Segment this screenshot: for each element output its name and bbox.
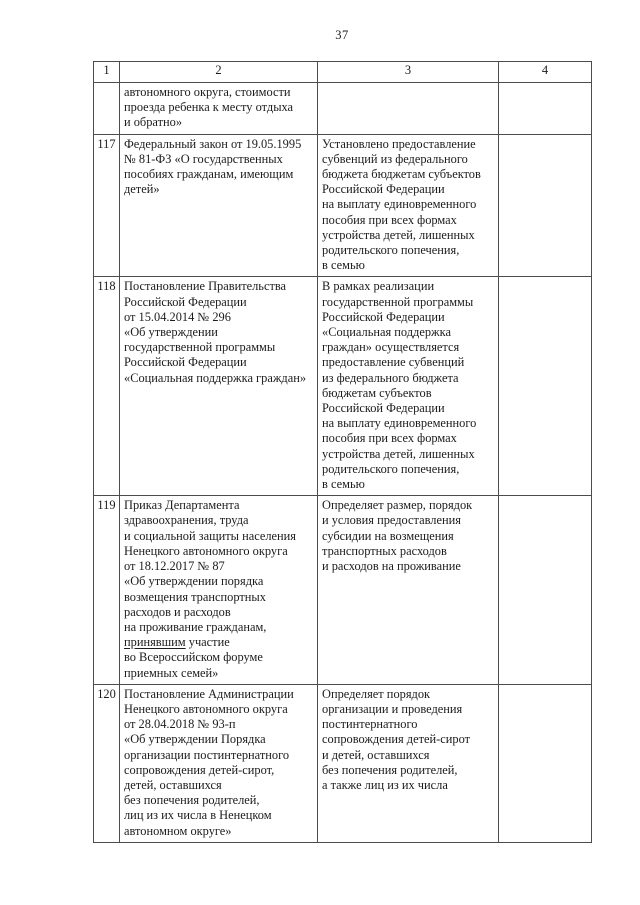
text-line: устройства детей, лишенных bbox=[322, 446, 475, 461]
text-line: Постановление Правительства bbox=[124, 279, 287, 294]
text-line: бюджетам субъектов bbox=[322, 385, 432, 400]
text-line: на выплату единовременного bbox=[322, 197, 477, 212]
table-row bbox=[94, 83, 592, 135]
text-line: граждан» осуществляется bbox=[322, 340, 460, 355]
text-line: государственной программы bbox=[124, 340, 276, 355]
text-line: пособиях гражданам, имеющим bbox=[124, 167, 294, 182]
table-row bbox=[94, 277, 592, 496]
text-line: без попечения родителей, bbox=[322, 762, 458, 777]
text-line: субвенций из федерального bbox=[322, 151, 468, 166]
legal-act-cell bbox=[120, 134, 318, 277]
text-line: возмещения транспортных bbox=[124, 589, 266, 604]
text-line: организации и проведения bbox=[322, 701, 463, 716]
column-header-1: 1 bbox=[94, 62, 120, 83]
text-line: Российской Федерации bbox=[322, 182, 445, 197]
legal-act-cell bbox=[120, 496, 318, 684]
text-line: Приказ Департамента bbox=[124, 498, 240, 513]
text-line: а также лиц из их числа bbox=[322, 777, 448, 792]
text-line: приемных семей» bbox=[124, 665, 219, 680]
text-line: Определяет размер, порядок bbox=[322, 498, 473, 513]
text-line: Российской Федерации bbox=[322, 309, 445, 324]
text-line: от 28.04.2018 № 93-п bbox=[124, 717, 236, 732]
column-header-4: 4 bbox=[499, 62, 592, 83]
text-line: сопровождения детей-сирот, bbox=[124, 762, 275, 777]
text-line: бюджета бюджетам субъектов bbox=[322, 167, 481, 182]
text-line: субсидии на возмещения bbox=[322, 528, 454, 543]
text-line: от 15.04.2014 № 296 bbox=[124, 309, 231, 324]
row-number-cell: 117 bbox=[94, 134, 120, 277]
empty-cell bbox=[499, 684, 592, 842]
text-line: «Об утверждении порядка bbox=[124, 574, 264, 589]
text-line: государственной программы bbox=[322, 294, 474, 309]
text-line: детей, оставшихся bbox=[124, 777, 222, 792]
text-line: и условия предоставления bbox=[322, 513, 461, 528]
text-line: «Социальная поддержка граждан» bbox=[124, 370, 307, 385]
text-line: принявшим участие bbox=[124, 635, 230, 650]
empty-cell bbox=[499, 134, 592, 277]
text-line: проезда ребенка к месту отдыха bbox=[124, 100, 294, 115]
text-line: автономного округа, стоимости bbox=[124, 85, 291, 99]
row-number-cell bbox=[94, 83, 120, 135]
text-line: «Об утверждении Порядка bbox=[124, 732, 266, 747]
row-number-cell: 119 bbox=[94, 496, 120, 684]
legal-acts-table bbox=[93, 61, 592, 843]
text-line: сопровождения детей-сирот bbox=[322, 732, 471, 747]
text-line: Российской Федерации bbox=[124, 294, 247, 309]
page-number: 37 bbox=[335, 28, 349, 42]
text-line: автономном округе» bbox=[124, 823, 232, 838]
text-line: расходов и расходов bbox=[124, 604, 231, 619]
text-line: и расходов на проживание bbox=[322, 559, 461, 574]
text-line: № 81-ФЗ «О государственных bbox=[124, 151, 283, 166]
description-cell bbox=[318, 83, 499, 135]
text-line: Ненецкого автономного округа bbox=[124, 543, 288, 558]
description-cell bbox=[318, 496, 499, 684]
table-header-row bbox=[94, 62, 592, 83]
text-line: пособия при всех формах bbox=[322, 212, 457, 227]
row-number-cell: 118 bbox=[94, 277, 120, 496]
column-header-3: 3 bbox=[318, 62, 499, 83]
description-cell bbox=[318, 684, 499, 842]
text-line: Российской Федерации bbox=[322, 401, 445, 416]
legal-act-cell bbox=[120, 277, 318, 496]
text-line: В рамках реализации bbox=[322, 279, 435, 294]
text-line: предоставление субвенций bbox=[322, 355, 465, 370]
legal-act-cell bbox=[120, 83, 318, 135]
text-line: пособия при всех формах bbox=[322, 431, 457, 446]
underlined-word: принявшим bbox=[124, 635, 186, 650]
legal-act-cell bbox=[120, 684, 318, 842]
text-line: на выплату единовременного bbox=[322, 416, 477, 431]
table-row bbox=[94, 496, 592, 684]
text-line: родительского попечения, bbox=[322, 243, 460, 258]
text-line: «Об утверждении bbox=[124, 325, 218, 340]
text-line: из федерального бюджета bbox=[322, 370, 459, 385]
text-line: родительского попечения, bbox=[322, 461, 460, 476]
text-line: постинтернатного bbox=[322, 717, 418, 732]
text-line: и обратно» bbox=[124, 115, 183, 130]
text-line: в семью bbox=[322, 258, 365, 273]
empty-cell bbox=[499, 496, 592, 684]
text-line: Установлено предоставление bbox=[322, 136, 476, 151]
text-line: во Всероссийском форуме bbox=[124, 650, 263, 665]
text-line: и детей, оставшихся bbox=[322, 747, 430, 762]
text-line: Определяет порядок bbox=[322, 686, 431, 701]
text-line: Ненецкого автономного округа bbox=[124, 701, 288, 716]
text-line: Федеральный закон от 19.05.1995 bbox=[124, 136, 302, 151]
text-line: лиц из их числа в Ненецком bbox=[124, 808, 272, 823]
text-line: от 18.12.2017 № 87 bbox=[124, 559, 225, 574]
empty-cell bbox=[499, 83, 592, 135]
text-line: «Социальная поддержка bbox=[322, 325, 451, 340]
row-number-cell: 120 bbox=[94, 684, 120, 842]
text-line: транспортных расходов bbox=[322, 543, 447, 558]
table-row bbox=[94, 134, 592, 277]
text-line: здравоохранения, труда bbox=[124, 513, 249, 528]
text-line: организации постинтернатного bbox=[124, 747, 290, 762]
text-line: на проживание гражданам, bbox=[124, 619, 267, 634]
text-line: в семью bbox=[322, 477, 365, 492]
description-cell bbox=[318, 134, 499, 277]
text-line: Постановление Администрации bbox=[124, 686, 294, 701]
text-line: детей» bbox=[124, 182, 160, 197]
empty-cell bbox=[499, 277, 592, 496]
text-line: Российской Федерации bbox=[124, 355, 247, 370]
column-header-2: 2 bbox=[120, 62, 318, 83]
text-line: и социальной защиты населения bbox=[124, 528, 297, 543]
description-cell bbox=[318, 277, 499, 496]
table-row bbox=[94, 684, 592, 842]
text-line: без попечения родителей, bbox=[124, 793, 260, 808]
text-line: устройства детей, лишенных bbox=[322, 227, 475, 242]
